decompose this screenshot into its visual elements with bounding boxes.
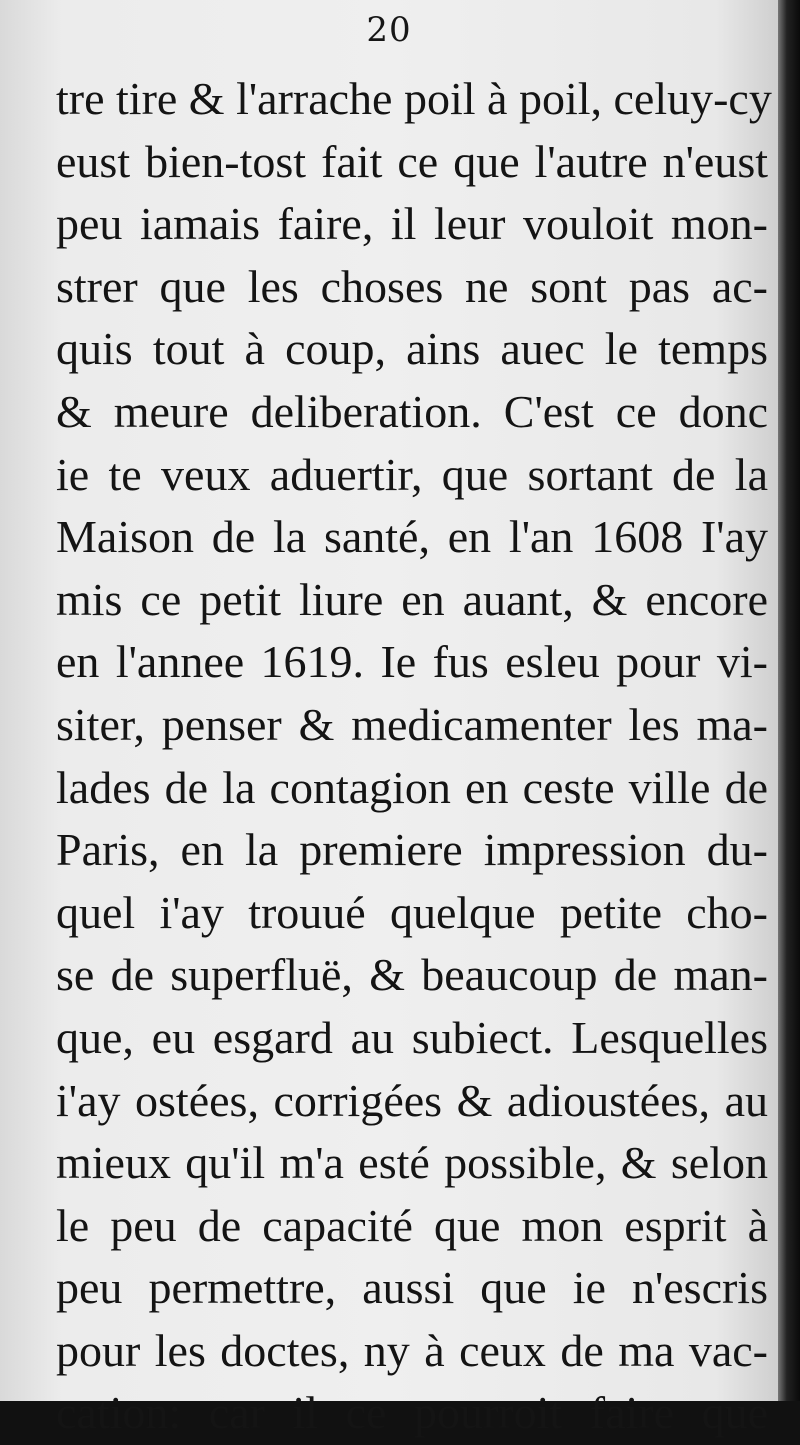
text-line: le peu de capacité que mon esprit à bbox=[56, 1199, 768, 1251]
text-line: mieux qu'il m'a esté possible, & selon bbox=[56, 1137, 768, 1189]
page-number: 20 bbox=[366, 10, 412, 50]
text-line: que, eu esgard au subiect. Lesquelles bbox=[56, 1011, 768, 1063]
text-line: Maison de la santé, en l'an 1608 I'ay bbox=[56, 511, 768, 563]
body-text bbox=[56, 68, 772, 1445]
text-line: eust bien-tost fait ce que l'autre n'eust bbox=[56, 135, 768, 187]
text-line: Paris, en la premiere impression du- bbox=[56, 824, 768, 876]
text-line: peu iamais faire, il leur vouloit mon- bbox=[56, 198, 768, 250]
text-line: & meure deliberation. C'est ce donc bbox=[56, 385, 768, 437]
page-edge-shadow bbox=[778, 0, 800, 1401]
text-line: quis tout à coup, ains auec le temps bbox=[56, 323, 768, 375]
text-line: peu permettre, aussi que ie n'escris bbox=[56, 1262, 768, 1314]
text-line: en l'annee 1619. Ie fus esleu pour vi- bbox=[56, 636, 768, 688]
text-line: lades de la contagion en ceste ville de bbox=[56, 761, 768, 813]
text-line: quel i'ay trouué quelque petite cho- bbox=[56, 886, 768, 938]
text-line: i'ay ostées, corrigées & adioustées, au bbox=[56, 1074, 768, 1126]
text-line: cation: car il ce pourroit faire que bbox=[56, 1387, 768, 1439]
text-line: strer que les choses ne sont pas ac- bbox=[56, 260, 768, 312]
text-line: tre tire & l'arrache poil à poil, celuy-cy bbox=[56, 73, 772, 124]
text-line: se de superfluë, & beaucoup de man- bbox=[56, 949, 768, 1001]
text-line: ie te veux aduertir, que sortant de la bbox=[56, 448, 768, 500]
text-line: siter, penser & medicamenter les ma- bbox=[56, 698, 768, 750]
text-line: pour les doctes, ny à ceux de ma vac- bbox=[56, 1324, 768, 1376]
text-line: mis ce petit liure en auant, & encore bbox=[56, 573, 768, 625]
